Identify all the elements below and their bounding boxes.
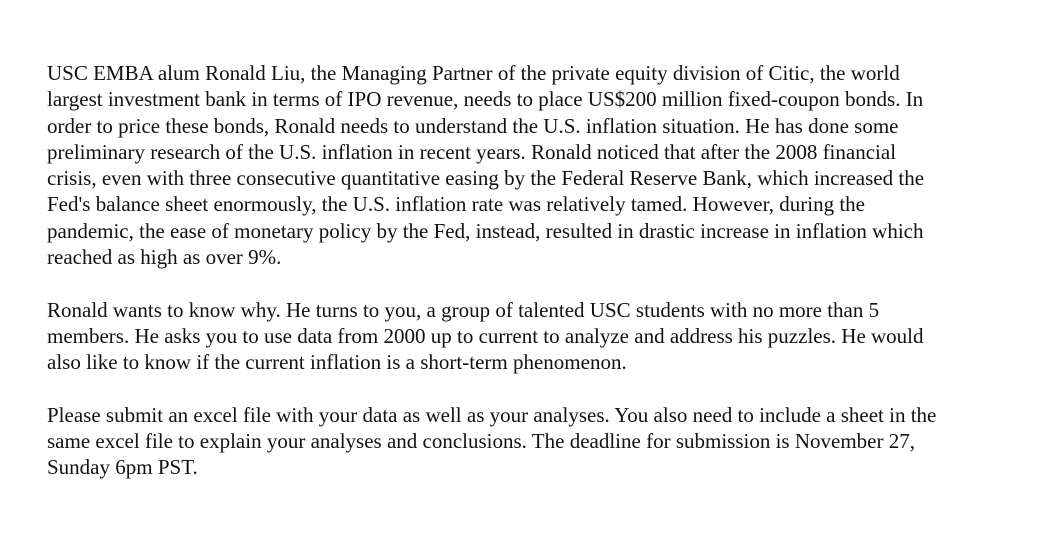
- text-line: largest investment bank in terms of IPO revenue, needs to place US$200 million fixed-coupon bonds. In: [47, 87, 924, 112]
- paragraph-task: [47, 297, 1027, 376]
- text-line: Sunday 6pm PST.: [47, 455, 198, 480]
- text-line: order to price these bonds, Ronald needs to understand the U.S. inflation situation. He has done some: [47, 113, 899, 138]
- document-body: [47, 60, 1027, 481]
- text-line: Please submit an excel file with your data as well as your analyses. You also need to include a sheet in the: [47, 402, 937, 427]
- text-line: members. He asks you to use data from 2000 up to current to analyze and address his puzzles. He would: [47, 323, 924, 348]
- text-line: same excel file to explain your analyses and conclusions. The deadline for submission is November 27,: [47, 429, 915, 454]
- text-line: crisis, even with three consecutive quantitative easing by the Federal Reserve Bank, which increased the: [47, 166, 925, 191]
- text-line: preliminary research of the U.S. inflation in recent years. Ronald noticed that after the 2008 financial: [47, 139, 897, 164]
- paragraph-case-background: [47, 60, 1027, 270]
- text-line: reached as high as over 9%.: [47, 245, 282, 270]
- text-line: Ronald wants to know why. He turns to you, a group of talented USC students with no more than 5: [47, 297, 880, 322]
- text-line: Fed's balance sheet enormously, the U.S. inflation rate was relatively tamed. However, during the: [47, 192, 866, 217]
- text-line: also like to know if the current inflation is a short-term phenomenon.: [47, 350, 627, 375]
- text-line: pandemic, the ease of monetary policy by the Fed, instead, resulted in drastic increase in inflation which: [47, 218, 924, 243]
- text-line: USC EMBA alum Ronald Liu, the Managing Partner of the private equity division of Citic, the world: [47, 61, 900, 85]
- paragraph-submission: [47, 402, 1027, 481]
